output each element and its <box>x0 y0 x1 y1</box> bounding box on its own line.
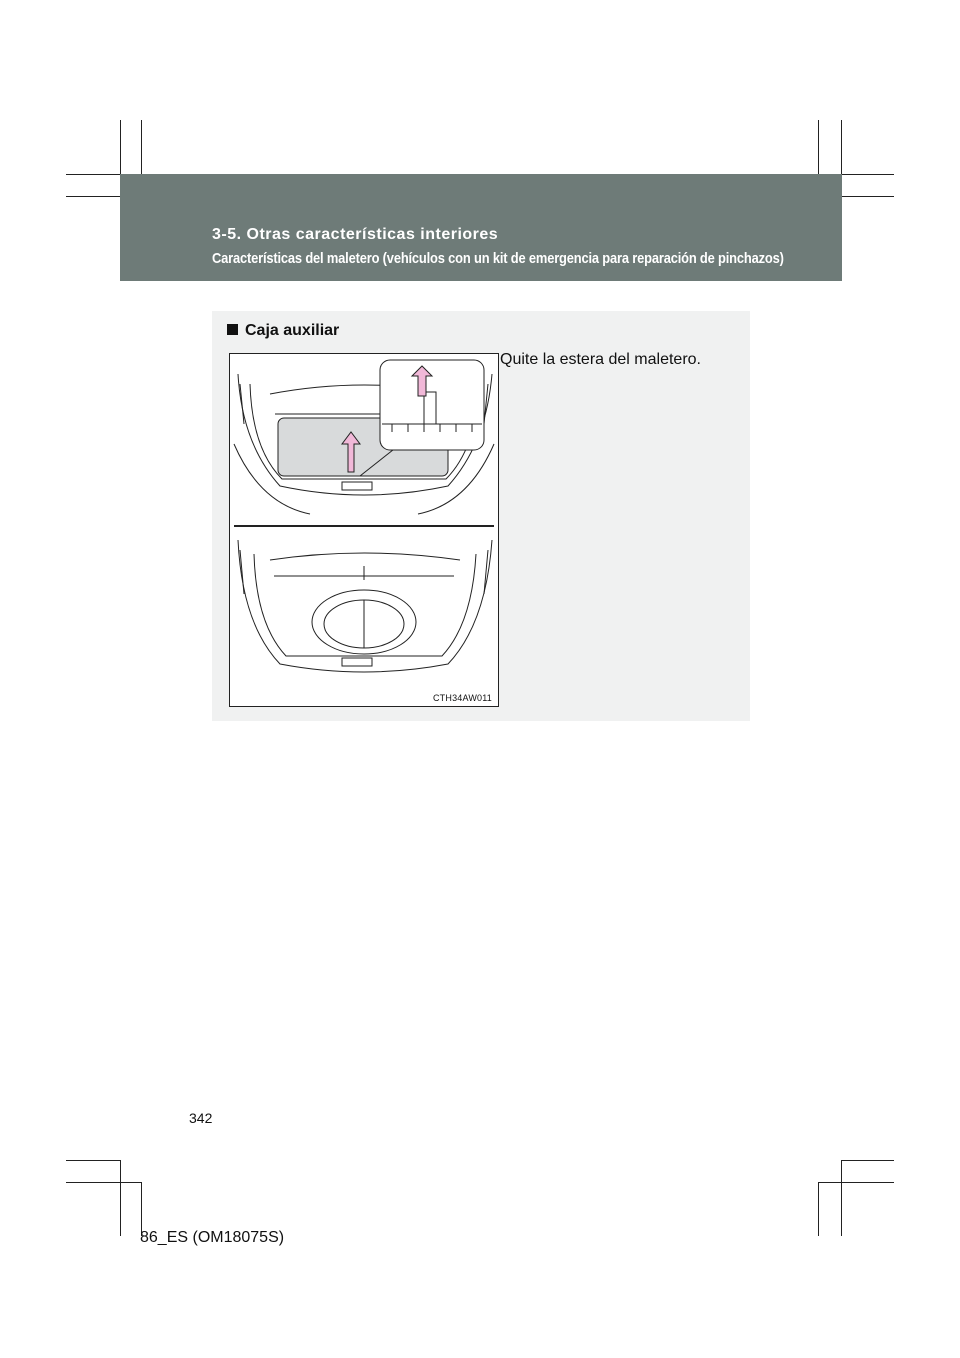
latch-bottom <box>342 658 372 666</box>
figure-code: CTH34AW011 <box>432 693 492 703</box>
crop-mark-br-h <box>841 1160 894 1161</box>
trunk-outline-bottom <box>238 540 492 672</box>
trunk-opening-bottom <box>254 554 476 656</box>
content-box <box>212 311 750 721</box>
subheading-text: Caja auxiliar <box>245 322 340 339</box>
trunk-illustration <box>229 353 499 707</box>
crop-mark-br-h2 <box>818 1182 894 1183</box>
bullet-square-icon <box>227 324 238 335</box>
section-header-band <box>120 174 842 281</box>
latch-top <box>342 482 372 490</box>
document-code: 86_ES (OM18075S) <box>140 1229 285 1246</box>
crop-mark-bl-h <box>66 1160 121 1161</box>
crop-mark-br-v <box>841 1160 842 1236</box>
trunk-drawing <box>230 354 498 706</box>
crop-mark-br-v2 <box>818 1182 819 1236</box>
subheading <box>227 322 339 340</box>
crop-mark-bl-v <box>120 1160 121 1236</box>
crop-mark-bl-h2 <box>66 1182 142 1183</box>
crop-mark-tr-h2 <box>841 196 894 197</box>
page-number: 342 <box>189 1110 213 1126</box>
section-label: 3-5. Otras características interiores <box>212 226 499 243</box>
instruction-text: Quite la estera del maletero. <box>500 351 701 368</box>
crop-mark-tl-h2 <box>66 196 122 197</box>
crop-mark-tr-v2 <box>818 120 819 180</box>
callout-box <box>380 360 484 450</box>
section-title: Características del maletero (vehículos con un kit de emergencia para reparación de pinchazos) <box>212 250 784 267</box>
crop-mark-bl-v2 <box>141 1182 142 1236</box>
crop-mark-tl-v2 <box>141 120 142 180</box>
